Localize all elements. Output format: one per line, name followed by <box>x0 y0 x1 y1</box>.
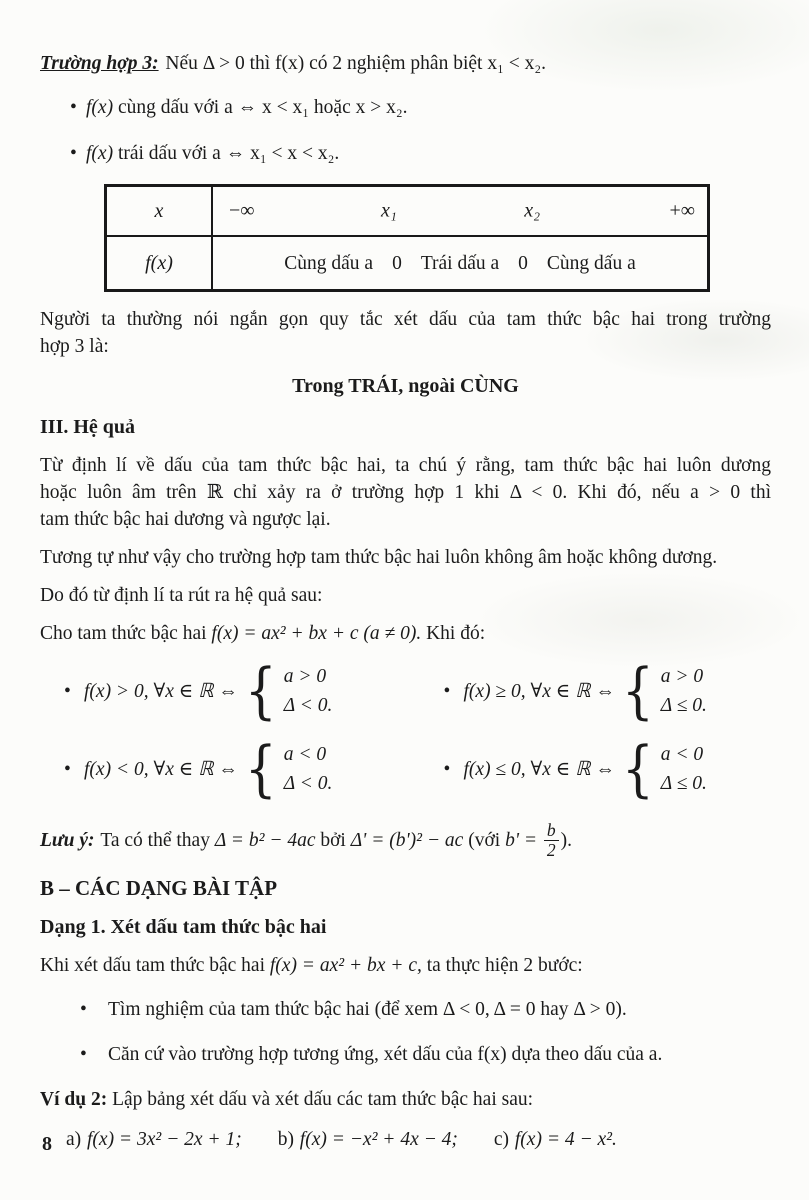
condition-delta: Δ ≤ 0. <box>660 773 707 794</box>
dang-1-intro <box>40 952 771 979</box>
para1-line-3: tam thức bậc hai dương và ngược lại. <box>40 509 331 530</box>
step-2-text: Căn cứ vào trường hợp tương ứng, xét dấu của f(x) dựa theo dấu của a. <box>108 1043 663 1065</box>
consequence-paragraph-4 <box>40 620 771 647</box>
para1-line-1: Từ định lí về dấu của tam thức bậc hai, ta chú ý rằng, tam thức bậc hai luôn dương <box>40 455 771 476</box>
sign-values <box>213 237 707 289</box>
note-label: Lưu ý: <box>40 830 95 852</box>
sign-seg-2: Trái dấu a <box>420 252 500 274</box>
case-conditions <box>284 662 333 720</box>
note-b-prime: b' = <box>505 830 538 852</box>
bullet-icon: • <box>70 143 77 164</box>
para4-pre: Cho tam thức bậc hai <box>40 623 207 644</box>
table-fx-cell: f(x) <box>107 237 213 289</box>
neg-infinity: −∞ <box>229 199 255 222</box>
sign-seg-3: Cùng dấu a <box>546 252 636 274</box>
table-signs-cell <box>213 237 707 289</box>
case-conditions <box>661 662 707 720</box>
item-b-formula: f(x) = −x² + 4x − 4; <box>299 1128 458 1150</box>
case-lhs: f(x) < 0, ∀x ∈ ℝ ⇔ <box>84 758 238 780</box>
sign-table-value-row <box>107 237 707 289</box>
case-negative <box>40 733 406 805</box>
note-t4: ). <box>560 830 573 852</box>
consequence-paragraph-1 <box>40 452 771 533</box>
summary-paragraph <box>40 306 771 360</box>
summary-line-2: hợp 3 là: <box>40 336 109 357</box>
para4-post: Khi đó: <box>426 623 486 644</box>
sign-zero-2: 0 <box>518 252 528 274</box>
condition-delta: Δ < 0. <box>283 773 333 794</box>
case3-bullet-2-text <box>86 138 339 169</box>
bullet-icon: • <box>70 97 77 118</box>
note-t1: Ta có thể thay <box>100 830 210 852</box>
para4-formula: f(x) = ax² + bx + c (a ≠ 0). <box>211 623 422 644</box>
bullet-icon: • <box>64 680 71 702</box>
case-nonnegative <box>406 655 772 727</box>
item-c <box>494 1126 617 1153</box>
case-lhs: f(x) ≤ 0, ∀x ∈ ℝ ⇔ <box>463 758 615 780</box>
section-3-heading: III. Hệ quả <box>40 416 136 438</box>
pos-infinity: +∞ <box>669 199 695 222</box>
note-t2: bởi <box>320 830 346 852</box>
positivity-cases <box>40 655 771 811</box>
page-content <box>40 50 771 1153</box>
case3-bullet-1-text <box>86 92 408 123</box>
para1-line-2: hoặc luôn âm trên ℝ chỉ xảy ra ở trường hợp 1 khi Δ < 0. Khi đó, nếu a > 0 thì <box>40 482 771 503</box>
case3-label: Trường hợp 3: <box>40 53 159 74</box>
consequence-paragraph-2: Tương tự như vậy cho trường hợp tam thức bậc hai luôn không âm hoặc không dương. <box>40 547 718 568</box>
case-conditions <box>661 740 707 798</box>
condition-delta: Δ ≤ 0. <box>660 695 707 716</box>
root-x1: x₁ <box>380 199 397 222</box>
sign-seg-1: Cùng dấu a <box>284 252 374 274</box>
bullet-2-rest: trái dấu với a ⇔ x₁ < x < x₂. <box>117 143 340 164</box>
condition-a: a < 0 <box>660 744 704 765</box>
left-brace-glyph: { <box>244 733 277 805</box>
root-x2: x₂ <box>524 199 541 222</box>
dang-1-heading: Dạng 1. Xét dấu tam thức bậc hai <box>40 915 327 938</box>
case-nonpositive <box>406 733 772 805</box>
intro-pre: Khi xét dấu tam thức bậc hai <box>40 954 265 976</box>
bullet-icon: • <box>443 758 451 780</box>
bullet-1-rest: cùng dấu với a ⇔ x < x₁ hoặc x > x₂. <box>117 97 408 118</box>
case-lhs: f(x) > 0, ∀x ∈ ℝ ⇔ <box>84 680 238 702</box>
condition-a: a < 0 <box>283 744 327 765</box>
intro-post: ta thực hiện 2 bước: <box>426 954 583 976</box>
mnemonic-rule: Trong TRÁI, ngoài CÙNG <box>292 375 519 397</box>
item-a-label: a) <box>66 1128 82 1150</box>
consequence-paragraph-3: Do đó từ định lí ta rút ra hệ quả sau: <box>40 585 323 606</box>
math-fx: f(x) <box>86 97 114 118</box>
condition-a: a > 0 <box>283 666 327 687</box>
page-number: 8 <box>42 1133 52 1155</box>
fraction-numerator: b <box>544 821 559 841</box>
table-domain-cell <box>213 187 707 235</box>
sign-zero-1: 0 <box>392 252 402 274</box>
note-line <box>40 821 771 861</box>
item-b <box>278 1126 458 1153</box>
left-brace-glyph: { <box>244 655 277 727</box>
case3-bullet-1 <box>70 92 771 123</box>
math-fx: f(x) <box>86 143 114 164</box>
note-delta-formula: Δ = b² − 4ac <box>214 830 316 852</box>
note-delta-prime-formula: Δ' = (b')² − ac <box>350 830 464 852</box>
case-conditions <box>284 740 333 798</box>
item-a-formula: f(x) = 3x² − 2x + 1; <box>87 1128 242 1150</box>
step-1-text: Tìm nghiệm của tam thức bậc hai (để xem Δ < 0, Δ = 0 hay Δ > 0). <box>108 998 627 1020</box>
example-2-items <box>40 1126 771 1153</box>
case3-bullet-2 <box>70 138 771 169</box>
step-1 <box>40 995 771 1024</box>
bullet-icon: • <box>64 758 71 780</box>
example-2-line <box>40 1086 771 1113</box>
part-b-heading: B – CÁC DẠNG BÀI TẬP <box>40 875 278 900</box>
bullet-icon: • <box>80 1043 87 1065</box>
example-2-text: Lập bảng xét dấu và xét dấu các tam thức bậc hai sau: <box>112 1088 534 1110</box>
bullet-icon: • <box>80 998 87 1020</box>
bullet-icon: • <box>443 680 451 702</box>
intro-formula: f(x) = ax² + bx + c, <box>269 954 422 976</box>
fraction-denominator: 2 <box>546 840 556 861</box>
left-brace-glyph: { <box>621 733 654 805</box>
sign-table <box>104 184 710 292</box>
note-t3: (với <box>468 830 501 852</box>
item-c-formula: f(x) = 4 − x². <box>514 1128 617 1150</box>
fraction-b-over-2 <box>544 821 559 861</box>
item-a <box>66 1126 242 1153</box>
table-x-cell: x <box>107 187 213 235</box>
case-positive <box>40 655 406 727</box>
condition-delta: Δ < 0. <box>283 695 333 716</box>
case-lhs: f(x) ≥ 0, ∀x ∈ ℝ ⇔ <box>463 680 615 702</box>
case3-text: Nếu Δ > 0 thì f(x) có 2 nghiệm phân biệt x₁ < x₂. <box>165 53 547 74</box>
example-2-label: Ví dụ 2: <box>40 1088 108 1110</box>
item-c-label: c) <box>493 1128 510 1150</box>
condition-a: a > 0 <box>660 666 704 687</box>
summary-line-1: Người ta thường nói ngắn gọn quy tắc xét dấu của tam thức bậc hai trong trường <box>40 309 771 330</box>
case3-heading-line <box>40 50 771 77</box>
sign-table-header-row <box>107 187 707 237</box>
left-brace-glyph: { <box>621 655 654 727</box>
item-b-label: b) <box>277 1128 294 1150</box>
step-2 <box>40 1040 771 1069</box>
